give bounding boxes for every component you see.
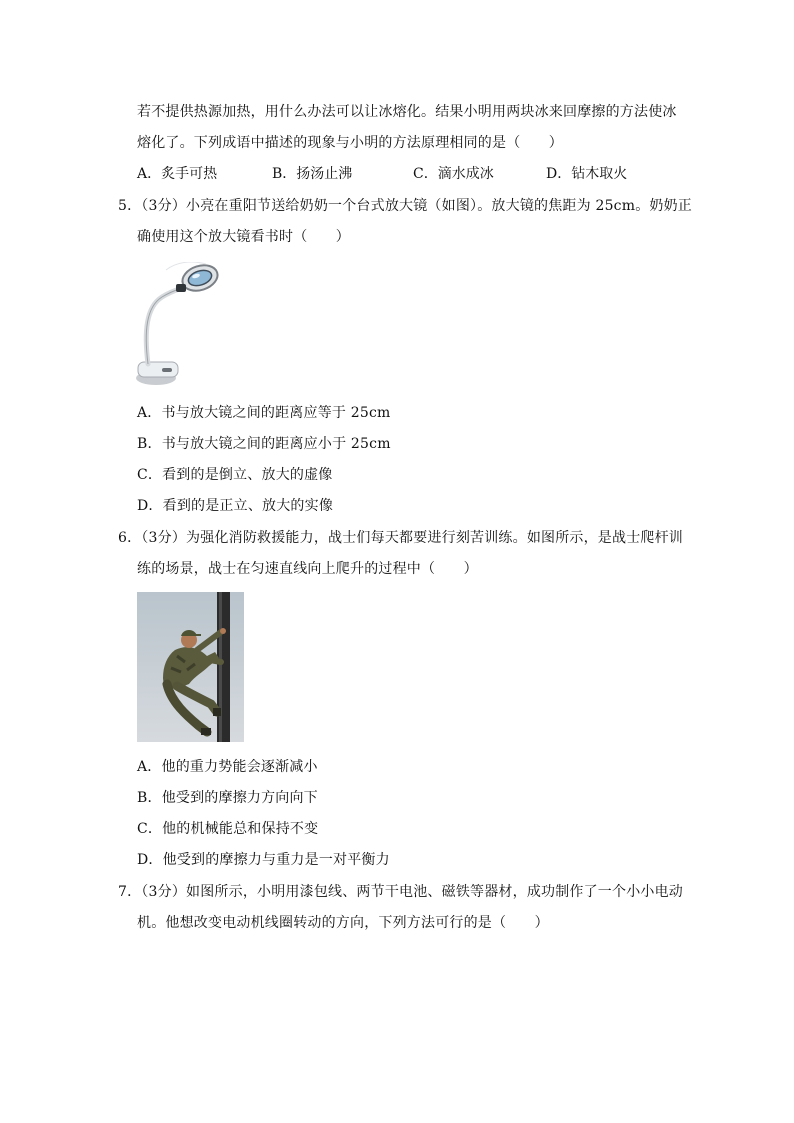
q5-option-d: D．看到的是正立、放大的实像 [137, 498, 334, 514]
q5-option-a: A．书与放大镜之间的距离应等于 25cm [137, 405, 391, 421]
q4-option-a: A．炙手可热 [137, 166, 218, 182]
q6-option-b: B．他受到的摩擦力方向向下 [137, 790, 318, 806]
q4-text-line-2: 熔化了。下列成语中描述的现象与小明的方法原理相同的是（ ） [137, 135, 563, 151]
q7-stem-line-1: 7．（3分）如图所示，小明用漆包线、两节干电池、磁铁等器材，成功制作了一个小小电动 [118, 884, 684, 900]
desk-magnifier-icon [136, 262, 222, 388]
q6-option-a: A．他的重力势能会逐渐减小 [137, 759, 318, 775]
q5-option-c: C．看到的是倒立、放大的虚像 [137, 467, 333, 483]
q6-stem-line-2: 练的场景，战士在匀速直线向上爬升的过程中（ ） [137, 561, 478, 577]
q4-option-d: D．钻木取火 [546, 166, 628, 182]
q6-stem-line-1: 6．（3分）为强化消防救援能力，战士们每天都要进行刻苦训练。如图所示，是战士爬杆训 [118, 530, 684, 546]
q7-stem-line-2: 机。他想改变电动机线圈转动的方向，下列方法可行的是（ ） [137, 915, 549, 931]
soldier-climbing-icon [137, 592, 244, 742]
soldier-climbing-pole-photo [137, 592, 244, 742]
q5-option-b: B．书与放大镜之间的距离应小于 25cm [137, 436, 391, 452]
q4-options [137, 164, 677, 184]
q5-stem-line-1: 5．（3分）小亮在重阳节送给奶奶一个台式放大镜（如图）。放大镜的焦距为 25cm。奶奶正 [118, 198, 692, 214]
desk-magnifier-lamp-image [136, 262, 222, 388]
q4-text-line-1: 若不提供热源加热，用什么办法可以让冰熔化。结果小明用两块冰来回摩擦的方法使冰 [137, 104, 677, 120]
q6-option-c: C．他的机械能总和保持不变 [137, 821, 319, 837]
q5-stem-line-2: 确使用这个放大镜看书时（ ） [137, 229, 350, 245]
q4-option-b: B．扬汤止沸 [272, 166, 353, 182]
q4-option-c: C．滴水成冰 [413, 166, 494, 182]
q6-option-d: D．他受到的摩擦力与重力是一对平衡力 [137, 852, 390, 868]
